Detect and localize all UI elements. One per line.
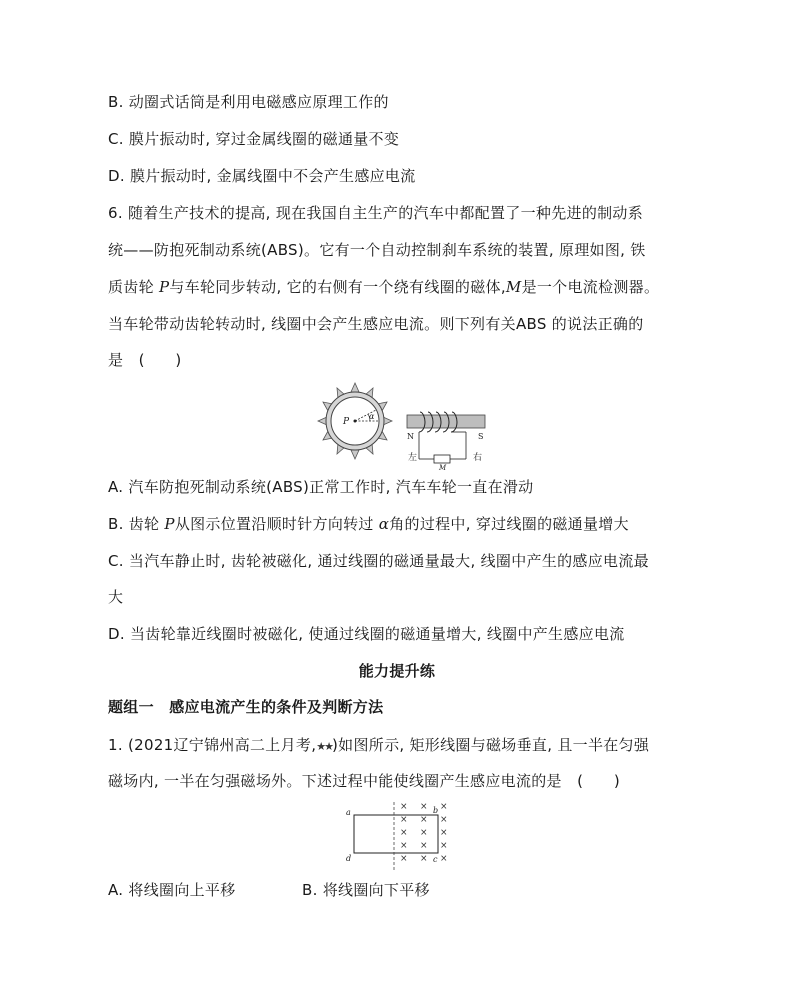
q6-stem-line-2: 统——防抱死制动系统(ABS)。它有一个自动控制刹车系统的装置, 原理如图, 铁 [108,241,646,259]
q1-stem-text: )如图所示, 矩形线圈与磁场垂直, 且一半在匀强 [332,736,650,754]
corner-c: c [433,855,438,864]
svg-text:×: × [400,802,408,812]
magnet [407,415,485,428]
q6-option-b-text: 从图示位置沿顺时针方向转过 [174,515,379,533]
svg-text:×: × [420,815,428,825]
group-title: 题组一 感应电流产生的条件及判断方法 [108,698,384,716]
svg-text:×: × [440,841,448,851]
label-m: M [439,464,447,470]
label-alpha: α [369,412,375,421]
svg-text:×: × [440,828,448,838]
label-n: N [407,432,414,441]
q6-option-c-line-1: C. 当汽车静止时, 齿轮被磁化, 通过线圈的磁通量最大, 线圈中产生的感应电流最 [108,552,649,570]
coil-field-figure [340,800,455,872]
q6-stem-line-5: 是 ( ) [108,351,182,369]
var-m: M [505,278,522,296]
q6-option-b-text: 角的过程中, 穿过线圈的磁通量增大 [389,515,629,533]
q1-option-a: A. 将线圈向上平移 [108,881,236,899]
q6-stem-text: 质齿轮 [108,278,159,296]
label-s: S [478,432,484,441]
field-crosses [400,802,448,864]
label-right: 右 [473,453,483,463]
svg-text:×: × [420,841,428,851]
svg-text:×: × [440,802,448,812]
q6-stem-line-3 [108,277,659,297]
svg-text:×: × [440,815,448,825]
svg-text:×: × [400,828,408,838]
svg-text:×: × [420,828,428,838]
q6-option-b [108,514,629,534]
q1-source: 1. (2021辽宁锦州高二上月考, [108,736,317,754]
q1-stem-line-2: 磁场内, 一半在匀强磁场外。下述过程中能使线圈产生感应电流的是 ( ) [108,772,621,790]
q6-stem-line-1: 6. 随着生产技术的提高, 现在我国自主生产的汽车中都配置了一种先进的制动系 [108,204,644,222]
q1-stem-line-1 [108,735,649,757]
label-left: 左 [408,453,418,463]
svg-text:×: × [400,841,408,851]
q6-option-d: D. 当齿轮靠近线圈时被磁化, 使通过线圈的磁通量增大, 线圈中产生感应电流 [108,625,625,643]
svg-text:×: × [400,815,408,825]
section-title: 能力提升练 [358,662,436,680]
label-p: P [343,417,350,427]
current-detector [434,455,450,463]
q6-option-a: A. 汽车防抱死制动系统(ABS)正常工作时, 汽车车轮一直在滑动 [108,478,534,496]
q6-stem-text: 是一个电流检测器。 [521,278,660,296]
corner-d: d [346,854,352,863]
corner-a: a [346,808,351,817]
q5-option-d: D. 膜片振动时, 金属线圈中不会产生感应电流 [108,167,416,185]
abs-figure [310,378,500,470]
corner-b: b [433,806,439,815]
difficulty-stars: ★★ [316,740,333,753]
q6-option-c-line-2: 大 [108,588,124,606]
svg-text:×: × [420,854,428,864]
svg-text:×: × [420,802,428,812]
q5-option-b: B. 动圈式话筒是利用电磁感应原理工作的 [108,93,389,111]
q5-option-c: C. 膜片振动时, 穿过金属线圈的磁通量不变 [108,130,400,148]
q6-stem-text: 与车轮同步转动, 它的右侧有一个绕有线圈的磁体, [169,278,506,296]
q6-stem-line-4: 当车轮带动齿轮转动时, 线圈中会产生感应电流。则下列有关ABS 的说法正确的 [108,315,644,333]
var-p: P [158,278,170,296]
var-p: P [164,515,175,533]
svg-text:×: × [440,854,448,864]
q6-option-b-text: B. 齿轮 [108,515,165,533]
svg-text:×: × [400,854,408,864]
q1-option-b: B. 将线圈向下平移 [302,881,430,899]
var-alpha: α [378,515,390,533]
